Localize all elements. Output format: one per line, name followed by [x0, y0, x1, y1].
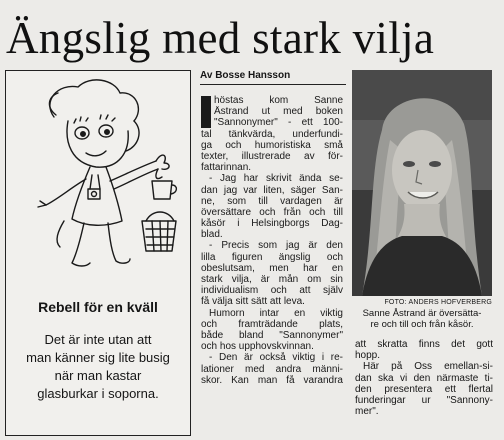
- article-line: texter, illustrerade av för-: [201, 150, 343, 162]
- sidebar-line: Det är inte utan att: [44, 332, 152, 347]
- article-line: individualism och att själv: [201, 285, 343, 297]
- article-line: mer".: [355, 406, 379, 418]
- article-line: Här på Oss emellan-si-: [363, 361, 493, 373]
- drop-cap: [201, 96, 211, 128]
- article-line: hopp.: [355, 350, 381, 362]
- article-line: höstas kom Sanne: [214, 95, 343, 106]
- sidebar-line: glasburkar i soporna.: [37, 386, 159, 401]
- article-line: få välja sitt sätt att leva.: [201, 296, 305, 308]
- article-line: - Precis som jag är den: [209, 240, 343, 252]
- article-body: [201, 95, 343, 386]
- article-line: Åstrand ut med boken: [214, 106, 343, 118]
- article-line: lilla figuren ängslig och: [201, 251, 343, 263]
- article-line: skor. Kan man få varandra: [201, 374, 343, 386]
- article-line: funderingar ur "Sannony-: [355, 394, 493, 406]
- sidebar-heading: Rebell för en kväll: [38, 299, 158, 315]
- article-line: ne, som till vardagen är: [201, 195, 343, 207]
- caption-line: re och till och från kåsör.: [370, 319, 474, 330]
- article-line: ga och humoristiska små: [201, 139, 343, 151]
- headline: Ängslig med stark vilja: [6, 13, 435, 63]
- article-line: och framträdande plats,: [201, 318, 343, 330]
- article-line: - Jag har skrivit ända se-: [209, 173, 343, 185]
- article-line: översättare och från och till: [201, 206, 343, 218]
- article-line: både bland "Sannonymer": [201, 329, 343, 341]
- sidebar-line: man känner sig lite busig: [26, 350, 170, 365]
- article-line: den presentera ett flertal: [355, 383, 493, 395]
- portrait-photo: [352, 70, 492, 296]
- article-line: obeslutsam, men har en: [201, 262, 343, 274]
- byline: Av Bosse Hansson: [200, 70, 346, 85]
- article-line: blad.: [201, 229, 223, 241]
- article-line: Humorn intar en viktig: [209, 307, 343, 319]
- photo-caption: [352, 308, 492, 330]
- article-line: dan ska vi den närmaste ti-: [355, 372, 493, 384]
- article-line: lationer med andra männi-: [201, 363, 343, 375]
- article-line: dan jag var liten, säger San-: [201, 184, 343, 196]
- sidebar-text: [12, 331, 184, 403]
- article-line: tal tänkvärda, underfundi-: [201, 128, 343, 140]
- article-line: stark vilja, är mån om sin: [201, 274, 343, 285]
- article-line: och hos upphovskvinnan.: [201, 341, 314, 353]
- article-continuation: [355, 339, 493, 417]
- article-line: - Den är också viktig i re-: [209, 352, 343, 364]
- article-line: fattarinnan.: [201, 162, 252, 174]
- cartoon-illustration: [6, 71, 190, 276]
- caption-line: Sanne Åstrand är översätta-: [362, 308, 482, 319]
- photo-credit: FOTO: ANDERS HOFVERBERG: [384, 299, 492, 306]
- sidebar-box: [5, 70, 191, 436]
- article-line: "Sannonymer" - ett 100-: [214, 117, 343, 129]
- sidebar-line: när man kastar: [54, 368, 142, 383]
- article-line: att skratta finns det gott: [355, 339, 493, 350]
- article-line: kåsör i Helsingborgs Dag-: [201, 218, 343, 230]
